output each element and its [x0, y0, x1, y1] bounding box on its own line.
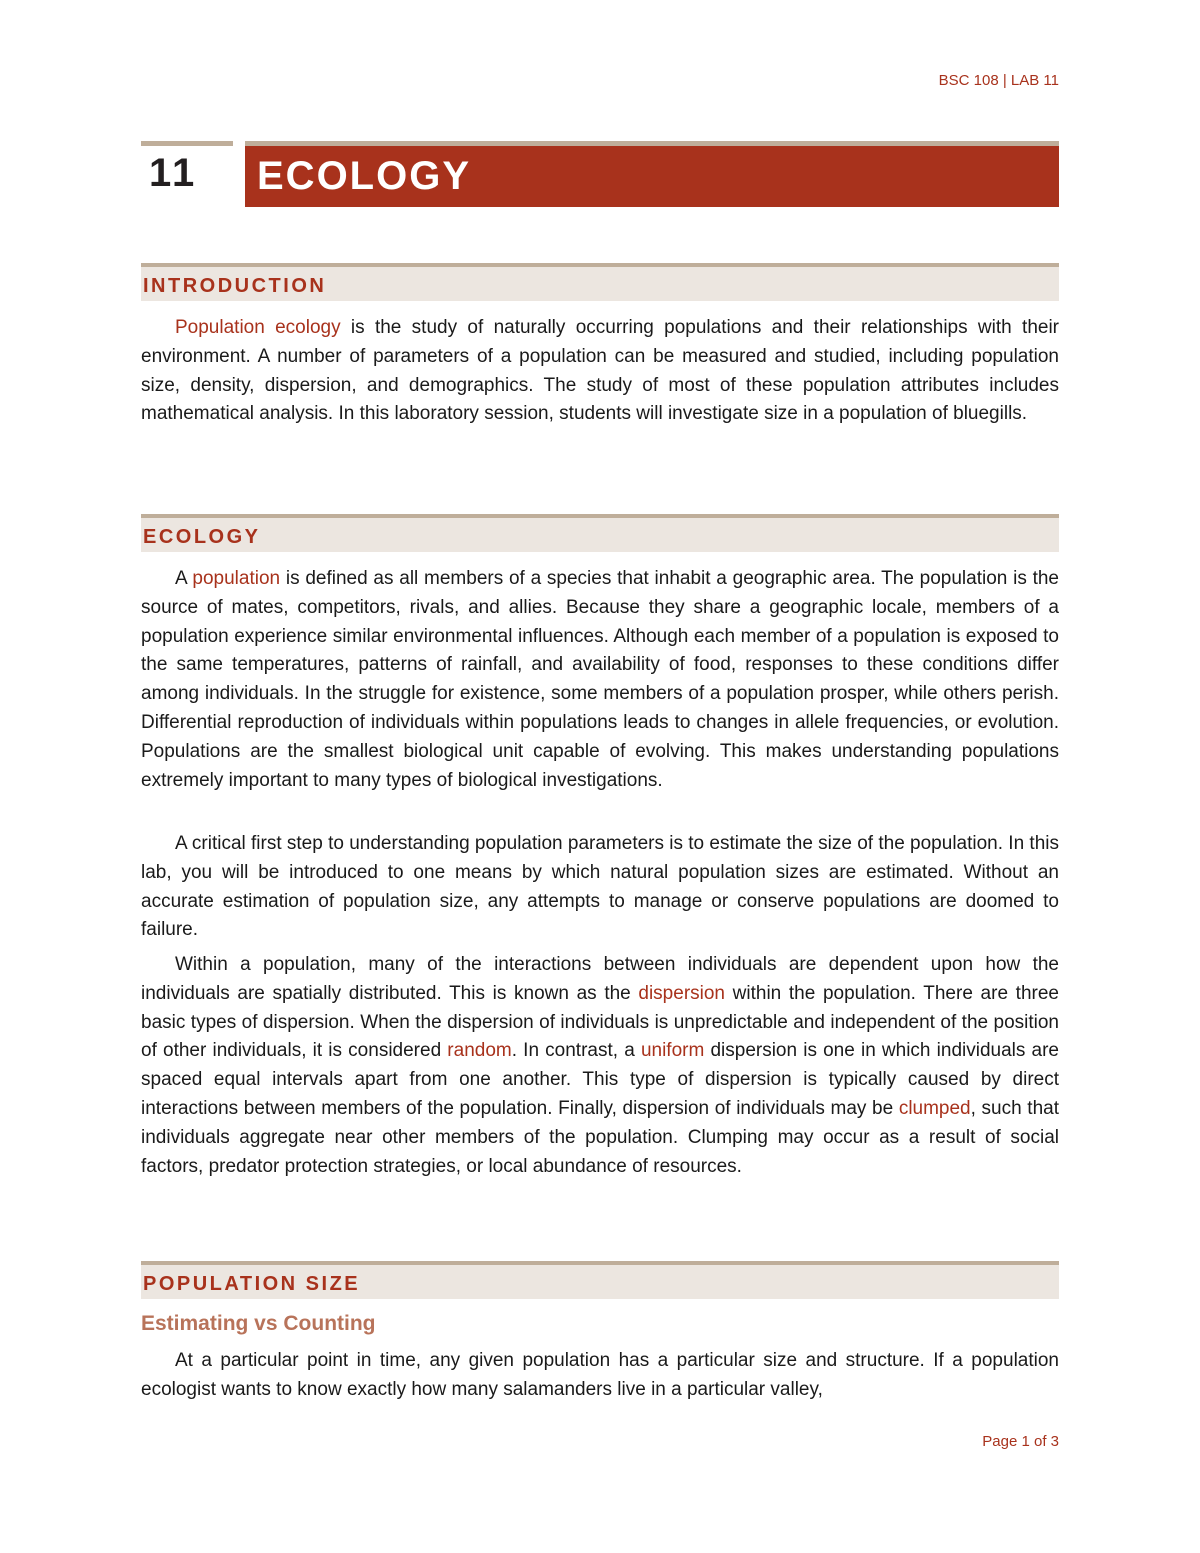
chapter-title: ECOLOGY: [257, 154, 472, 198]
ecology-paragraph-3: [141, 951, 1059, 1181]
paragraph-text: At a particular point in time, any given population has a particular size and structure. If a population ecologist wants to know exactly how many salamanders live in a particular valley,: [141, 1350, 1059, 1400]
term-uniform: uniform: [640, 1040, 705, 1062]
chapter-rule: [141, 141, 233, 146]
paragraph-text: . In contrast, a: [511, 1040, 641, 1062]
paragraph-text: A: [175, 568, 193, 589]
chapter-heading: [141, 141, 1059, 207]
section-heading-label: POPULATION SIZE: [143, 1273, 361, 1295]
chapter-number: 11: [149, 151, 198, 195]
subheading-estimating-vs-counting: Estimating vs Counting: [141, 1312, 376, 1335]
intro-paragraph: [141, 314, 1059, 429]
ecology-paragraph-2: [141, 830, 1059, 945]
section-heading-label: INTRODUCTION: [143, 275, 327, 297]
term-clumped: clumped: [898, 1097, 971, 1119]
section-heading-ecology: [141, 514, 1059, 552]
paragraph-text: Within a population, many of the interactions between individuals are dependent upon how the individuals are spatially distributed. This is known as the: [141, 954, 1059, 1004]
term-population-ecology: Population ecology: [175, 317, 341, 338]
term-population: population: [192, 568, 281, 589]
population-size-paragraph: [141, 1347, 1059, 1405]
running-header: BSC 108 | LAB 11: [938, 72, 1059, 89]
paragraph-text: is defined as all members of a species that inhabit a geographic area. The population is the source of mates, competitors, rivals, and allies. Because they share a geographic locale, members of a population experience similar environmental influences. Although each member of a population is exposed to the same temperatures, patterns of rainfall, and availability of food, responses to these conditions differ among individuals. In the struggle for existence, some members of a population prosper, while others perish. Differential reproduction of individuals within populations leads to changes in allele frequencies, or evolution. Populations are the smallest biological unit capable of evolving. This makes understanding populations extremely important to many types of biological investigations.: [141, 568, 1059, 791]
section-heading-introduction: [141, 263, 1059, 301]
term-dispersion: dispersion: [638, 982, 725, 1004]
paragraph-text: , such that individuals aggregate near other members of the population. Clumping may occur as a result of social factors, predator protection strategies, or local abundance of resources.: [141, 1097, 1059, 1177]
term-random: random: [447, 1040, 512, 1062]
section-heading-label: ECOLOGY: [143, 526, 261, 548]
paragraph-text: A critical first step to understanding population parameters is to estimate the size of the population. In this lab, you will be introduced to one means by which natural population sizes are estimated. Without an accurate estimation of population size, any attempts to manage or conserve populations are doomed to failure.: [141, 833, 1059, 941]
paragraph-text: within the population. There are three basic types of dispersion. When the dispersion of individuals is unpredictable and independent of the position of other individuals, it is considered: [141, 982, 1059, 1062]
chapter-title-bar: [245, 141, 1059, 207]
paragraph-text: dispersion is one in which individuals are spaced equal intervals apart from one another. This type of dispersion is typically caused by direct interactions between members of the population. Finally, dispersion of individuals may be: [141, 1040, 1060, 1119]
section-heading-population-size: [141, 1261, 1059, 1299]
ecology-paragraph-1: [141, 565, 1059, 795]
page-number: Page 1 of 3: [982, 1433, 1059, 1450]
paragraph-text: is the study of naturally occurring populations and their relationships with their environment. A number of parameters of a population can be measured and studied, including population size, density, dispersion, and demographics. The study of most of these population attributes includes mathematical analysis. In this laboratory session, students will investigate size in a population of bluegills.: [141, 317, 1059, 425]
